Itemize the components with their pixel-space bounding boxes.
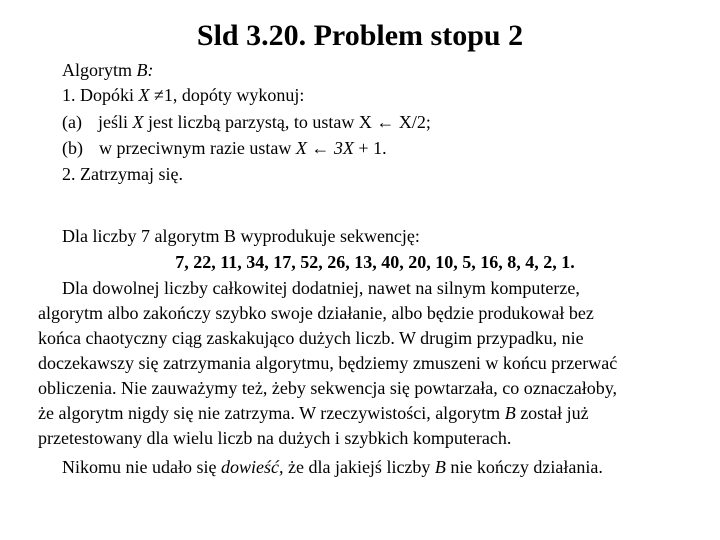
- paragraph-line: że algorytm nigdy się nie zatrzyma. W rzeczywistości, algorytm B został już: [38, 403, 589, 423]
- paragraph-line: algorytm albo zakończy szybko swoje działanie, albo będzie produkował bez: [38, 303, 594, 323]
- algorithm-step-2: 2. Zatrzymaj się.: [62, 164, 183, 184]
- algorithm-step-b: (b) w przeciwnym razie ustaw X ← 3X + 1.: [62, 138, 387, 158]
- algorithm-step-1: 1. Dopóki X ≠1, dopóty wykonuj:: [62, 85, 305, 105]
- sequence-intro: Dla liczby 7 algorytm B wyprodukuje sekwencję:: [62, 226, 420, 246]
- algorithm-step-a: (a) jeśli X jest liczbą parzystą, to ustaw X ← X/2;: [62, 112, 431, 132]
- paragraph-line: przetestowany dla wielu liczb na dużych i szybkich komputerach.: [38, 428, 512, 448]
- paragraph-line: doczekawszy się zatrzymania algorytmu, będziemy zmuszeni w końcu przerwać: [38, 353, 618, 373]
- paragraph-line: obliczenia. Nie zauważymy też, żeby sekwencja się powtarzała, co oznaczałoby,: [38, 378, 618, 398]
- collatz-sequence: 7, 22, 11, 34, 17, 52, 26, 13, 40, 20, 10, 5, 16, 8, 4, 2, 1.: [175, 252, 575, 272]
- paragraph-line: Dla dowolnej liczby całkowitej dodatniej, nawet na silnym komputerze,: [62, 278, 580, 298]
- paragraph-line: końca chaotyczny ciąg zaskakująco dużych liczb. W drugim przypadku, nie: [38, 328, 584, 348]
- closing-statement: Nikomu nie udało się dowieść, że dla jakiejś liczby B nie kończy działania.: [62, 457, 603, 477]
- algorithm-name: Algorytm B:: [62, 60, 154, 80]
- slide-title: Sld 3.20. Problem stopu 2: [196, 19, 524, 52]
